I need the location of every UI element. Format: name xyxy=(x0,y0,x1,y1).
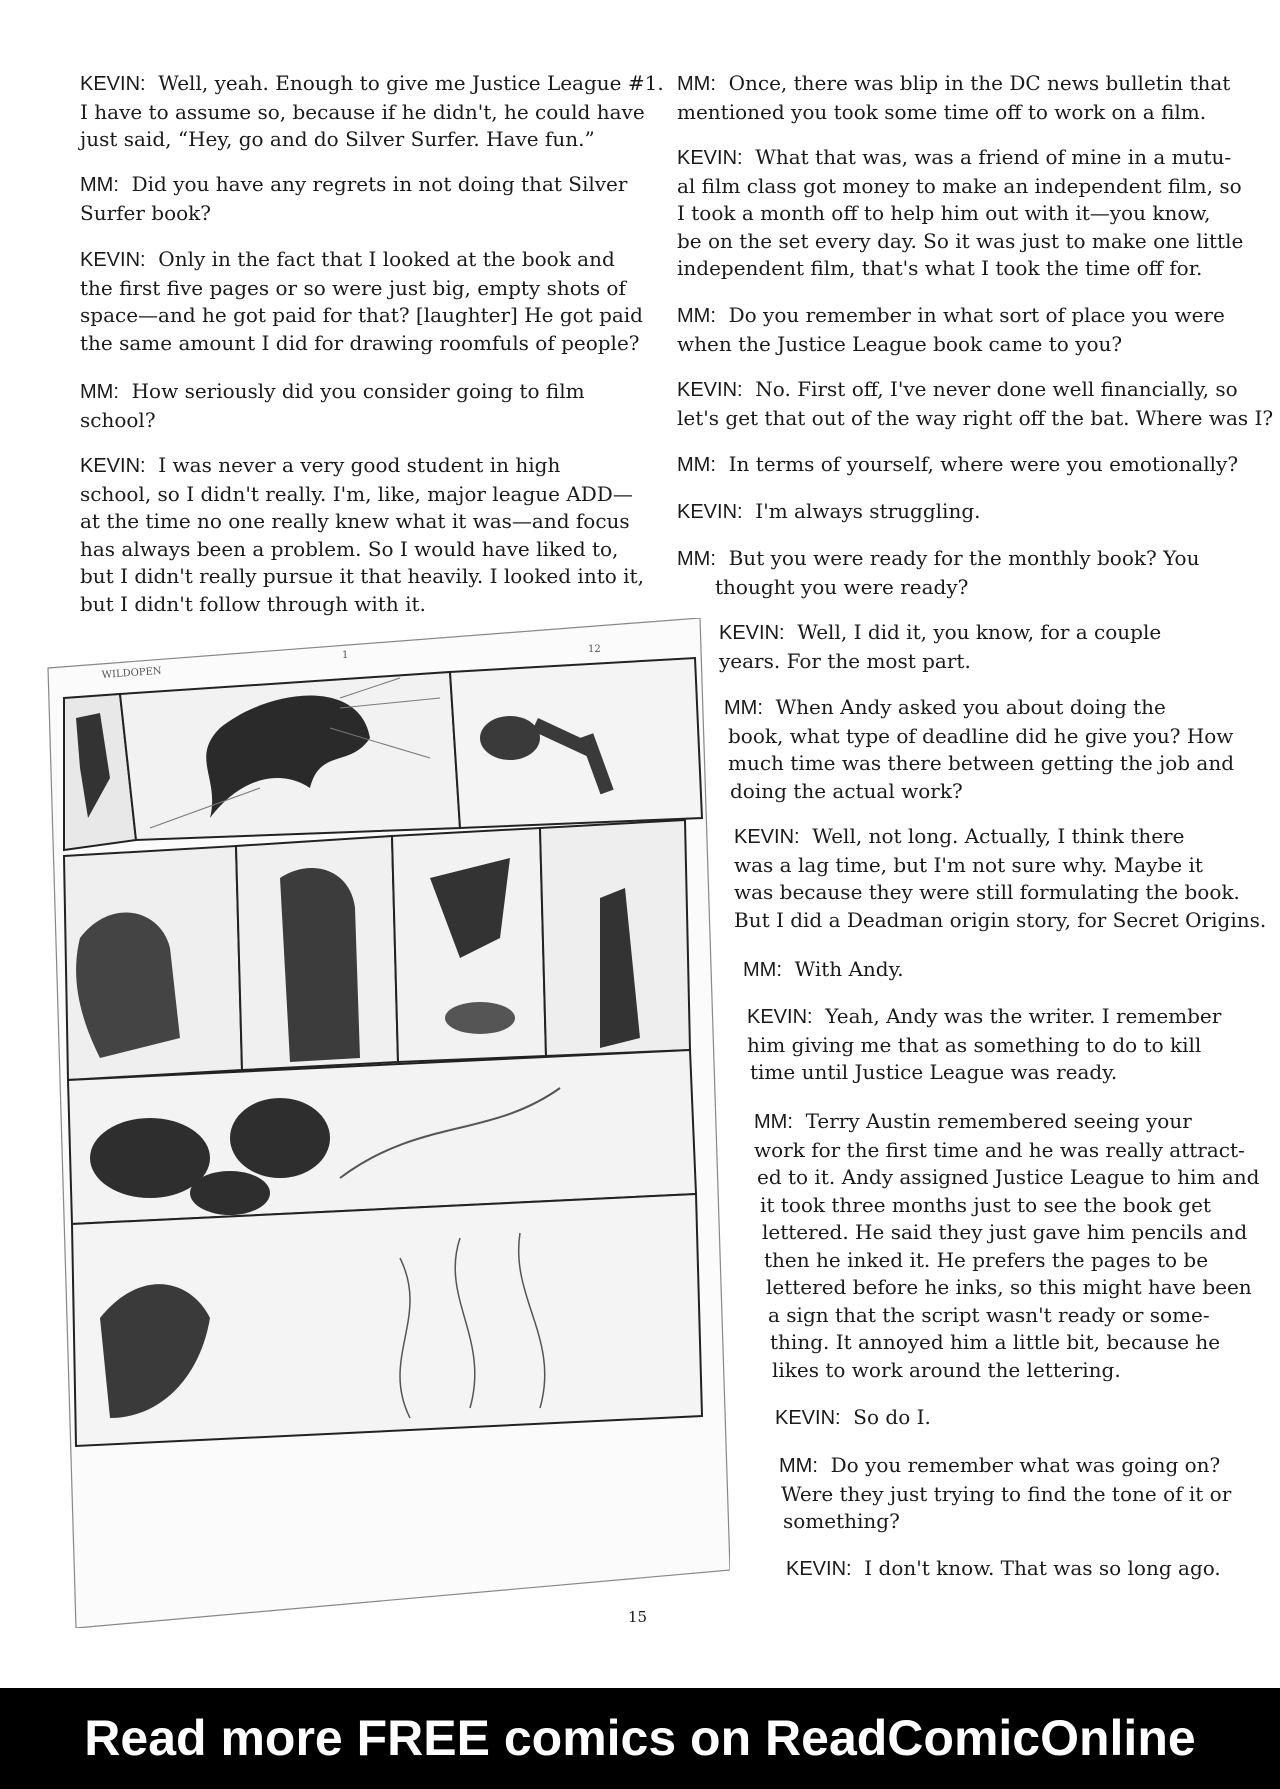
right-paragraph-10: KEVIN: Well, not long. Actually, I think there was a lag time, but I'm not sure why. Maybe it was because they were still formulating the book. But I did a Deadman origin story, for Secret Origins. xyxy=(734,824,1267,932)
speaker-label: MM: xyxy=(677,548,716,570)
speaker-label: MM: xyxy=(677,305,716,327)
right-paragraph-7: MM: But you were ready for the monthly book? You thought you were ready? xyxy=(677,546,1200,599)
speaker-label: MM: xyxy=(80,174,119,196)
right-paragraph-4: KEVIN: No. First off, I've never done well financially, so let's get that out of the way right off the bat. Where was I? xyxy=(677,377,1274,430)
page-number: 15 xyxy=(628,1608,648,1626)
right-paragraph-16: KEVIN: I don't know. That was so long ago. xyxy=(786,1556,1221,1580)
left-paragraph-2: MM: Did you have any regrets in not doing that Silver Surfer book? xyxy=(80,172,628,225)
speaker-label: KEVIN: xyxy=(775,1407,841,1429)
comic-page-artwork xyxy=(40,618,730,1628)
left-paragraph-3: KEVIN: Only in the fact that I looked at the book and the first five pages or so were just big, empty shots of space—and he got paid for that? [laughter] He got paid the same amount I did for drawing roomfuls of people? xyxy=(80,247,643,355)
speaker-label: KEVIN: xyxy=(677,147,743,169)
speaker-label: MM: xyxy=(677,73,716,95)
panel-6-device xyxy=(445,1002,515,1034)
speaker-label: KEVIN: xyxy=(80,455,146,477)
promo-banner[interactable]: Read more FREE comics on ReadComicOnline xyxy=(0,1688,1280,1789)
right-paragraph-9: MM: When Andy asked you about doing the book, what type of deadline did he give you? How much time was there between getting the job and doing the actual work? xyxy=(724,695,1235,803)
right-paragraph-5: MM: In terms of yourself, where were you emotionally? xyxy=(677,452,1239,476)
right-paragraph-11: MM: With Andy. xyxy=(743,957,904,981)
artwork-note-number: 12 xyxy=(588,644,601,655)
right-paragraph-12: KEVIN: Yeah, Andy was the writer. I remember him giving me that as something to do to kill time until Justice League was ready. xyxy=(747,1004,1222,1084)
speaker-label: MM: xyxy=(754,1111,793,1133)
left-paragraph-4: MM: How seriously did you consider going to film school? xyxy=(80,379,585,432)
right-paragraph-3: MM: Do you remember in what sort of place you were when the Justice League book came to you? xyxy=(677,303,1225,356)
speaker-label: MM: xyxy=(743,959,782,981)
speaker-label: MM: xyxy=(80,381,119,403)
speaker-label: MM: xyxy=(779,1455,818,1477)
panel-5-figure xyxy=(280,868,360,1062)
speaker-label: KEVIN: xyxy=(747,1006,813,1028)
right-paragraph-6: KEVIN: I'm always struggling. xyxy=(677,499,981,523)
right-paragraph-2: KEVIN: What that was, was a friend of mine in a mutu- al film class got money to make an independent film, so I took a month off to help him out with it—you know, be on the set every day. So it was just to make one little independent film, that's what I took the time off for. xyxy=(677,145,1244,280)
right-paragraph-8: KEVIN: Well, I did it, you know, for a couple years. For the most part. xyxy=(719,620,1162,673)
right-paragraph-13: MM: Terry Austin remembered seeing your work for the first time and he was really attract- ed to it. Andy assigned Justice League to him and it took three months just to see the book get lettered. He said they just gave him pencils and then he inked it. He prefers the pages to be lettered before he inks, so this might have been a sign that the script wasn't ready or some- thing. It annoyed him a little bit, because he likes to work around the lettering. xyxy=(754,1109,1260,1382)
speaker-label: KEVIN: xyxy=(80,249,146,271)
panel-4-figure xyxy=(76,913,180,1058)
speaker-label: KEVIN: xyxy=(677,501,743,523)
left-paragraph-5: KEVIN: I was never a very good student in high school, so I didn't really. I'm, like, major league ADD— at the time no one really knew what it was—and focus has always been a problem. So I would have liked to, but I didn't really pursue it that heavily. I looked into it, but I didn't follow through with it. xyxy=(80,453,644,616)
artwork-note-page: 1 xyxy=(342,650,349,661)
right-paragraph-15: MM: Do you remember what was going on? Were they just trying to find the tone of it or something? xyxy=(779,1453,1232,1533)
left-paragraph-1: KEVIN: Well, yeah. Enough to give me Justice League #1. I have to assume so, because if he didn't, he could have just said, “Hey, go and do Silver Surfer. Have fun.” xyxy=(80,71,664,151)
speaker-label: KEVIN: xyxy=(734,826,800,848)
speaker-label: KEVIN: xyxy=(80,73,146,95)
right-paragraph-14: KEVIN: So do I. xyxy=(775,1405,931,1429)
right-paragraph-1: MM: Once, there was blip in the DC news bulletin that mentioned you took some time off to work on a film. xyxy=(677,71,1231,124)
speaker-label: KEVIN: xyxy=(719,622,785,644)
speaker-label: KEVIN: xyxy=(677,379,743,401)
speaker-label: MM: xyxy=(677,454,716,476)
speaker-label: KEVIN: xyxy=(786,1558,852,1580)
artwork-note-name: WILDOPEN xyxy=(101,665,162,681)
speaker-label: MM: xyxy=(724,697,763,719)
